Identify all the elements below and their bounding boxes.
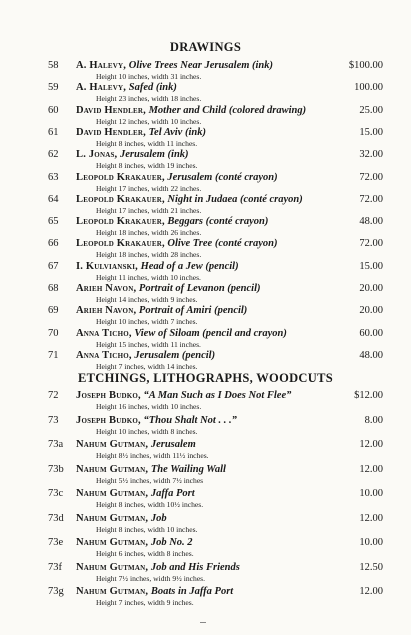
entry-title-line bbox=[76, 60, 273, 71]
entry-title-line bbox=[76, 488, 195, 499]
entry-dimensions: Height 14 inches, width 9 inches. bbox=[96, 295, 198, 304]
entry-price: 12.00 bbox=[359, 512, 383, 524]
artist-name: A. Halevy, bbox=[76, 82, 127, 94]
entry-number: 71 bbox=[48, 349, 59, 361]
artist-name: Leopold Krakauer, bbox=[76, 193, 165, 205]
entry-number: 73a bbox=[48, 439, 64, 450]
entry-dimensions: Height 18 inches, width 28 inches. bbox=[96, 250, 202, 260]
entry-price: 20.00 bbox=[359, 283, 383, 294]
page-mark bbox=[200, 622, 206, 623]
entry-title-line bbox=[76, 305, 247, 316]
entry-number: 73f bbox=[48, 561, 62, 573]
entry-price: 10.00 bbox=[359, 488, 383, 499]
work-title: Boats in Jaffa Port bbox=[150, 586, 234, 597]
artist-name: Leopold Krakauer, bbox=[76, 216, 165, 228]
entry-dimensions: Height 10 inches, width 31 inches. bbox=[96, 72, 202, 81]
entry-title-line bbox=[76, 216, 268, 227]
entry-title-line bbox=[76, 105, 306, 116]
artist-name: Arieh Navon, bbox=[76, 283, 137, 294]
artist-name: Nahum Gutman, bbox=[76, 561, 149, 573]
work-title: Portrait of Amiri (pencil) bbox=[138, 305, 248, 317]
entry-number: 59 bbox=[48, 82, 59, 94]
entry-dimensions: Height 18 inches, width 26 inches. bbox=[96, 228, 202, 238]
entry-dimensions: Height 23 inches, width 18 inches. bbox=[96, 94, 202, 104]
artist-name: Nahum Gutman, bbox=[76, 439, 149, 450]
entry-dimensions: Height 17 inches, width 22 inches. bbox=[96, 183, 202, 193]
entry-price: 12.00 bbox=[359, 463, 383, 475]
work-title: Jerusalem (pencil) bbox=[134, 349, 216, 361]
entry-number: 69 bbox=[48, 305, 59, 317]
entry-title-line bbox=[76, 415, 237, 426]
entry-number: 70 bbox=[48, 327, 59, 339]
work-title: Beggars (conté crayon) bbox=[167, 216, 269, 228]
artist-name: Arieh Navon, bbox=[76, 305, 137, 317]
work-title: Job and His Friends bbox=[150, 561, 240, 573]
entry-dimensions: Height 7 inches, width 14 inches. bbox=[96, 361, 198, 371]
entry-number: 60 bbox=[48, 104, 59, 116]
entry-dimensions: Height 7½ inches, width 9½ inches. bbox=[96, 573, 206, 583]
entry-price: 100.00 bbox=[354, 82, 383, 94]
work-title: Job No. 2 bbox=[150, 537, 193, 548]
entry-dimensions: Height 5½ inches, width 7½ inches bbox=[96, 475, 204, 485]
entry-dimensions: Height 6 inches, width 8 inches. bbox=[96, 549, 194, 558]
entry-title-line bbox=[76, 586, 233, 597]
entry-price: 48.00 bbox=[359, 349, 383, 361]
entry-dimensions: Height 8 inches, width 10 inches. bbox=[96, 524, 198, 534]
entry-title-line bbox=[76, 127, 206, 138]
entry-title-line bbox=[76, 350, 215, 361]
artist-name: Nahum Gutman, bbox=[76, 463, 149, 475]
entry-title-line bbox=[76, 537, 193, 548]
entry-dimensions: Height 16 inches, width 10 inches. bbox=[96, 402, 202, 411]
entry-price: 8.00 bbox=[364, 414, 383, 426]
artist-name: Nahum Gutman, bbox=[76, 537, 149, 548]
entry-price: 25.00 bbox=[359, 104, 383, 116]
entry-title-line bbox=[76, 513, 167, 524]
artist-name: Joseph Budko, bbox=[76, 390, 141, 401]
artist-name: I. Kulvianski, bbox=[76, 260, 138, 272]
work-title: “A Man Such as I Does Not Flee” bbox=[143, 390, 292, 401]
work-title: Jerusalem bbox=[150, 439, 196, 450]
entry-title-line bbox=[76, 149, 189, 160]
entry-number: 73b bbox=[48, 463, 64, 475]
entry-title-line bbox=[76, 283, 261, 294]
work-title: The Wailing Wall bbox=[150, 463, 226, 475]
entry-number: 62 bbox=[48, 149, 59, 161]
entry-dimensions: Height 17 inches, width 21 inches. bbox=[96, 205, 202, 215]
entry-title-line bbox=[76, 328, 287, 339]
work-title: Tel Aviv (ink) bbox=[148, 126, 206, 138]
entry-number: 68 bbox=[48, 283, 59, 294]
entry-price: 12.00 bbox=[359, 586, 383, 597]
entry-number: 66 bbox=[48, 238, 59, 250]
artist-name: Anna Ticho, bbox=[76, 327, 132, 339]
entry-title-line bbox=[76, 439, 196, 450]
entry-price: 72.00 bbox=[359, 193, 383, 205]
entry-number: 73g bbox=[48, 586, 64, 597]
entry-title-line bbox=[76, 82, 177, 93]
entry-price: 15.00 bbox=[359, 126, 383, 138]
artist-name: Nahum Gutman, bbox=[76, 512, 149, 524]
entry-price: 72.00 bbox=[359, 238, 383, 250]
entry-dimensions: Height 12 inches, width 10 inches. bbox=[96, 116, 202, 126]
entry-price: 48.00 bbox=[359, 216, 383, 228]
entry-number: 63 bbox=[48, 171, 59, 183]
work-title: “Thou Shalt Not . . .” bbox=[143, 414, 237, 426]
work-title: View of Siloam (pencil and crayon) bbox=[134, 327, 287, 339]
entry-dimensions: Height 8½ inches, width 11½ inches. bbox=[96, 451, 209, 460]
work-title: Night in Judaea (conté crayon) bbox=[167, 193, 303, 205]
work-title: Job bbox=[150, 512, 167, 524]
entry-number: 65 bbox=[48, 216, 59, 228]
entry-dimensions: Height 10 inches, width 7 inches. bbox=[96, 317, 198, 327]
artist-name: Leopold Krakauer, bbox=[76, 171, 165, 183]
entry-number: 67 bbox=[48, 260, 59, 272]
entry-number: 72 bbox=[48, 390, 59, 401]
entry-price: 20.00 bbox=[359, 305, 383, 317]
entry-number: 61 bbox=[48, 126, 59, 138]
artist-name: David Hendler, bbox=[76, 104, 146, 116]
work-title: Olive Tree (conté crayon) bbox=[167, 238, 278, 250]
artist-name: Leopold Krakauer, bbox=[76, 238, 165, 250]
work-title: Olive Trees Near Jerusalem (ink) bbox=[128, 60, 274, 71]
entry-title-line bbox=[76, 464, 226, 475]
entry-price: 32.00 bbox=[359, 149, 383, 161]
work-title: Jaffa Port bbox=[150, 488, 195, 499]
entry-price: $12.00 bbox=[354, 390, 383, 401]
entry-dimensions: Height 11 inches, width 10 inches. bbox=[96, 272, 201, 282]
entry-price: 12.00 bbox=[359, 439, 383, 450]
entry-number: 73d bbox=[48, 512, 64, 524]
entry-title-line bbox=[76, 562, 240, 573]
entry-dimensions: Height 8 inches, width 19 inches. bbox=[96, 161, 198, 171]
etchings-heading: ETCHINGS, LITHOGRAPHS, WOODCUTS bbox=[78, 371, 333, 385]
entry-price: 60.00 bbox=[359, 327, 383, 339]
entry-number: 58 bbox=[48, 60, 59, 71]
work-title: Mother and Child (colored drawing) bbox=[148, 104, 307, 116]
entry-dimensions: Height 10 inches, width 8 inches. bbox=[96, 426, 198, 436]
entry-dimensions: Height 8 inches, width 11 inches. bbox=[96, 138, 198, 148]
entry-number: 64 bbox=[48, 193, 59, 205]
artist-name: David Hendler, bbox=[76, 126, 146, 138]
entry-number: 73e bbox=[48, 537, 64, 548]
entry-price: 72.00 bbox=[359, 171, 383, 183]
artist-name: L. Jonas, bbox=[76, 149, 118, 161]
entry-number: 73c bbox=[48, 488, 64, 499]
entry-dimensions: Height 8 inches, width 10½ inches. bbox=[96, 500, 204, 509]
entry-number: 73 bbox=[48, 414, 59, 426]
work-title: Jerusalem (ink) bbox=[120, 149, 189, 161]
entry-price: 15.00 bbox=[359, 260, 383, 272]
entry-dimensions: Height 7 inches, width 9 inches. bbox=[96, 598, 194, 607]
work-title: Head of a Jew (pencil) bbox=[140, 260, 239, 272]
artist-name: A. Halevy, bbox=[76, 60, 127, 71]
entry-price: 12.50 bbox=[359, 561, 383, 573]
drawings-heading: DRAWINGS bbox=[169, 40, 242, 54]
artist-name: Anna Ticho, bbox=[76, 349, 132, 361]
entry-dimensions: Height 15 inches, width 11 inches. bbox=[96, 339, 201, 349]
entry-title-line bbox=[76, 261, 239, 272]
entry-title-line bbox=[76, 238, 278, 249]
work-title: Portrait of Levanon (pencil) bbox=[138, 283, 261, 294]
artist-name: Nahum Gutman, bbox=[76, 488, 149, 499]
entry-price: 10.00 bbox=[359, 537, 383, 548]
entry-price: $100.00 bbox=[348, 60, 383, 71]
artist-name: Joseph Budko, bbox=[76, 414, 141, 426]
work-title: Safed (ink) bbox=[128, 82, 177, 94]
artist-name: Nahum Gutman, bbox=[76, 586, 149, 597]
entry-title-line bbox=[76, 194, 303, 205]
entry-title-line bbox=[76, 390, 291, 401]
entry-title-line bbox=[76, 172, 278, 183]
work-title: Jerusalem (conté crayon) bbox=[167, 171, 278, 183]
